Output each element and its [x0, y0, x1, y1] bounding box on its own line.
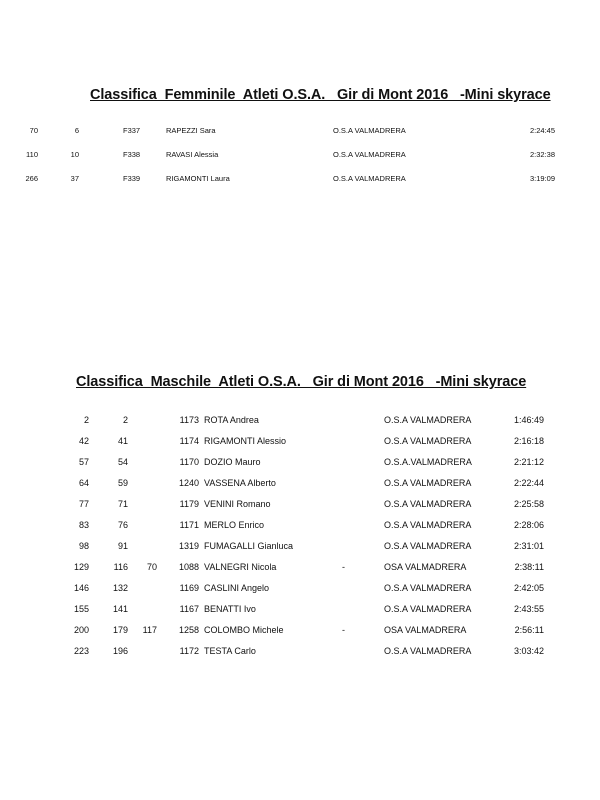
finish-time: 2:22:44 [513, 478, 544, 488]
category-position: 59 [117, 478, 128, 488]
athlete-name: RAPEZZI Sara [166, 126, 216, 135]
table-row [0, 172, 600, 186]
finish-time: 3:03:42 [513, 646, 544, 656]
athlete-name: FUMAGALLI Gianluca [204, 541, 294, 551]
athlete-name: TESTA Carlo [204, 646, 256, 656]
separator-dash: - [342, 562, 345, 572]
women-ranking-title: Classifica Femminile Atleti O.S.A. Gir di Mont 2016 -Mini skyrace [90, 87, 551, 103]
athlete-name: VASSENA Alberto [204, 478, 276, 488]
overall-position: 83 [78, 520, 89, 530]
table-row [0, 644, 600, 658]
overall-position: 110 [26, 150, 38, 159]
table-row [0, 623, 600, 637]
bib-number: 1240 [178, 478, 199, 488]
table-row [0, 497, 600, 511]
sub-category-position: 70 [146, 562, 157, 572]
table-row [0, 560, 600, 574]
finish-time: 2:28:06 [513, 520, 544, 530]
athlete-name: ROTA Andrea [204, 415, 259, 425]
category-position: 37 [70, 174, 79, 183]
athlete-name: BENATTI Ivo [204, 604, 256, 614]
team-name: O.S.A VALMADRERA [384, 604, 472, 614]
bib-number: 1172 [179, 646, 199, 656]
finish-time: 3:19:09 [529, 174, 555, 183]
team-name: OSA VALMADRERA [384, 625, 467, 635]
overall-position: 98 [78, 541, 89, 551]
overall-position: 266 [25, 174, 38, 183]
sub-category-position: 117 [142, 625, 157, 635]
overall-position: 155 [73, 604, 89, 614]
overall-position: 2 [83, 415, 89, 425]
finish-time: 2:38:11 [514, 562, 544, 572]
category-position: 132 [112, 583, 128, 593]
overall-position: 70 [29, 126, 38, 135]
athlete-name: CASLINI Angelo [204, 583, 270, 593]
table-row [0, 581, 600, 595]
bib-number: 1169 [179, 583, 199, 593]
athlete-name: DOZIO Mauro [204, 457, 261, 467]
overall-position: 129 [73, 562, 89, 572]
bib-number: 1171 [179, 520, 199, 530]
finish-time: 2:25:58 [513, 499, 544, 509]
table-row [0, 455, 600, 469]
table-row [0, 434, 600, 448]
table-row [0, 413, 600, 427]
bib-number: 1170 [179, 457, 199, 467]
bib-number: 1174 [179, 436, 199, 446]
category-position: 91 [117, 541, 128, 551]
bib-number: F339 [123, 174, 141, 183]
athlete-name: RAVASI Alessia [166, 150, 219, 159]
team-name: O.S.A VALMADRERA [384, 583, 472, 593]
team-name: O.S.A VALMADRERA [333, 150, 406, 159]
team-name: O.S.A.VALMADRERA [384, 457, 472, 467]
overall-position: 77 [78, 499, 89, 509]
overall-position: 223 [73, 646, 89, 656]
team-name: O.S.A VALMADRERA [333, 174, 406, 183]
category-position: 141 [112, 604, 128, 614]
finish-time: 2:24:45 [529, 126, 555, 135]
athlete-name: RIGAMONTI Alessio [204, 436, 287, 446]
category-position: 76 [117, 520, 128, 530]
category-position: 10 [70, 150, 79, 159]
category-position: 196 [112, 646, 128, 656]
bib-number: 1167 [179, 604, 199, 614]
category-position: 179 [112, 625, 128, 635]
finish-time: 2:21:12 [513, 457, 544, 467]
bib-number: F338 [123, 150, 141, 159]
men-ranking-title: Classifica Maschile Atleti O.S.A. Gir di Mont 2016 -Mini skyrace [76, 374, 527, 390]
category-position: 6 [74, 126, 79, 135]
team-name: O.S.A VALMADRERA [384, 415, 472, 425]
team-name: O.S.A VALMADRERA [384, 646, 472, 656]
finish-time: 2:43:55 [513, 604, 544, 614]
bib-number: 1173 [179, 415, 199, 425]
category-position: 2 [122, 415, 128, 425]
overall-position: 64 [78, 478, 89, 488]
athlete-name: MERLO Enrico [204, 520, 265, 530]
athlete-name: VALNEGRI Nicola [204, 562, 277, 572]
bib-number: 1258 [178, 625, 199, 635]
team-name: O.S.A VALMADRERA [333, 126, 406, 135]
separator-dash: - [342, 625, 345, 635]
team-name: O.S.A VALMADRERA [384, 436, 472, 446]
team-name: O.S.A VALMADRERA [384, 478, 472, 488]
team-name: O.S.A VALMADRERA [384, 520, 472, 530]
athlete-name: RIGAMONTI Laura [166, 174, 230, 183]
table-row [0, 539, 600, 553]
team-name: OSA VALMADRERA [384, 562, 467, 572]
table-row [0, 476, 600, 490]
finish-time: 1:46:49 [513, 415, 544, 425]
category-position: 41 [117, 436, 128, 446]
team-name: O.S.A VALMADRERA [384, 541, 472, 551]
bib-number: 1319 [178, 541, 199, 551]
team-name: O.S.A VALMADRERA [384, 499, 472, 509]
finish-time: 2:31:01 [513, 541, 544, 551]
finish-time: 2:32:38 [529, 150, 555, 159]
bib-number: 1088 [178, 562, 199, 572]
table-row [0, 518, 600, 532]
finish-time: 2:16:18 [513, 436, 544, 446]
bib-number: 1179 [179, 499, 199, 509]
table-row [0, 124, 600, 138]
table-row [0, 148, 600, 162]
athlete-name: VENINI Romano [204, 499, 271, 509]
overall-position: 57 [78, 457, 89, 467]
finish-time: 2:42:05 [513, 583, 544, 593]
bib-number: F337 [123, 126, 141, 135]
athlete-name: COLOMBO Michele [204, 625, 284, 635]
table-row [0, 602, 600, 616]
finish-time: 2:56:11 [514, 625, 544, 635]
overall-position: 146 [73, 583, 89, 593]
category-position: 71 [117, 499, 128, 509]
overall-position: 42 [78, 436, 89, 446]
overall-position: 200 [73, 625, 89, 635]
category-position: 54 [117, 457, 128, 467]
category-position: 116 [113, 562, 128, 572]
